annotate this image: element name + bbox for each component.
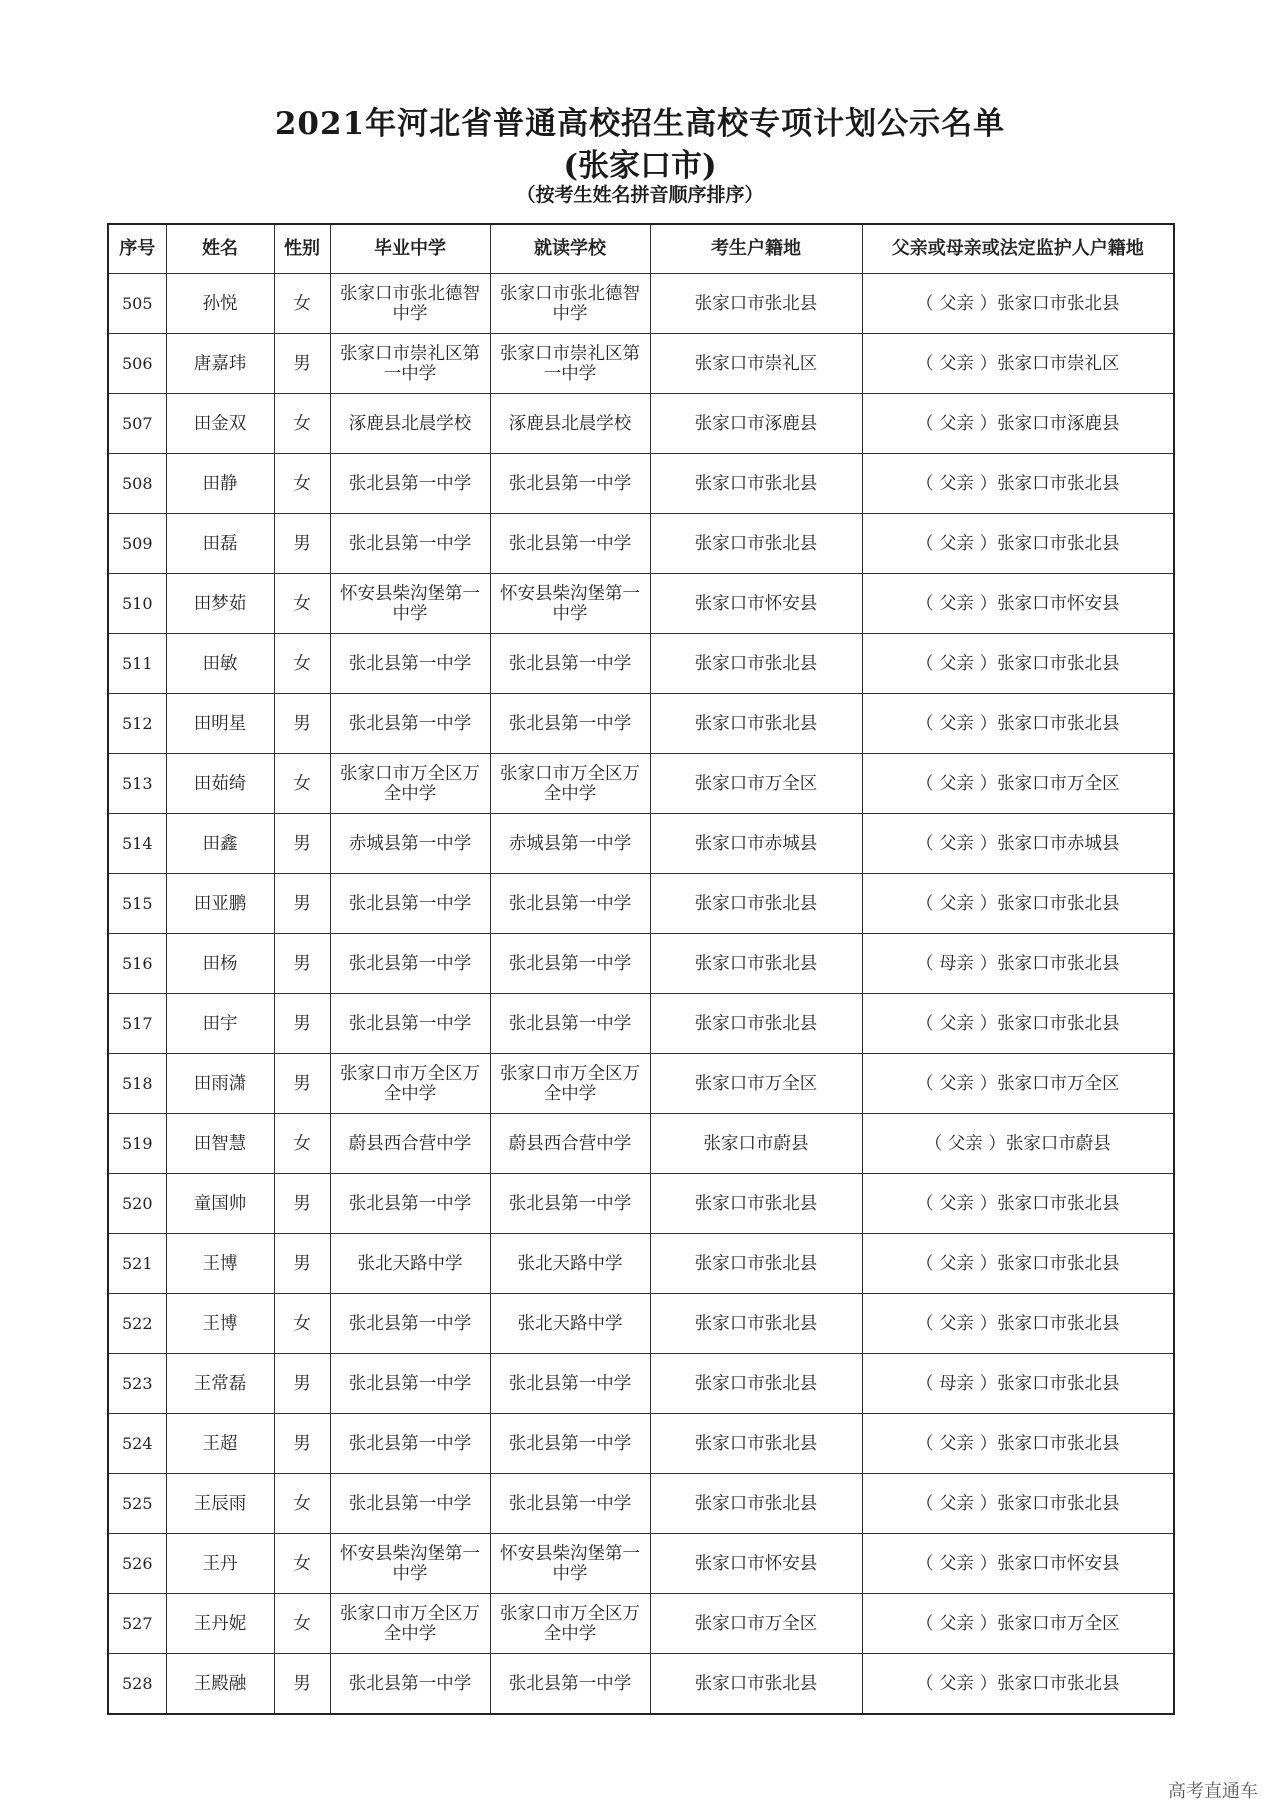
cell-household-registration: 张家口市张北县	[650, 1294, 862, 1354]
page-sort-note: （按考生姓名拼音顺序排序）	[516, 184, 764, 206]
cell-seq: 528	[108, 1654, 166, 1715]
cell-current-school: 张北县第一中学	[490, 1474, 650, 1534]
cell-gender: 女	[274, 1534, 330, 1594]
cell-current-school: 张北县第一中学	[490, 1414, 650, 1474]
cell-name: 王丹妮	[166, 1594, 274, 1654]
cell-seq: 507	[108, 394, 166, 454]
cell-current-school: 张北天路中学	[490, 1234, 650, 1294]
cell-current-school: 涿鹿县北晨学校	[490, 394, 650, 454]
cell-gender: 男	[274, 994, 330, 1054]
cell-seq: 506	[108, 334, 166, 394]
cell-name: 王殿融	[166, 1654, 274, 1715]
table-row	[108, 1294, 1174, 1354]
header-graduated-school: 毕业中学	[330, 224, 490, 274]
table-row	[108, 334, 1174, 394]
table-row	[108, 1354, 1174, 1414]
cell-current-school: 张北县第一中学	[490, 994, 650, 1054]
cell-gender: 男	[274, 874, 330, 934]
cell-current-school: 张北县第一中学	[490, 1354, 650, 1414]
cell-seq: 512	[108, 694, 166, 754]
cell-guardian-registration: （ 父亲 ）张家口市张北县	[862, 274, 1174, 334]
cell-gender: 男	[274, 1354, 330, 1414]
cell-household-registration: 张家口市万全区	[650, 754, 862, 814]
cell-household-registration: 张家口市怀安县	[650, 574, 862, 634]
cell-graduated-school: 张家口市崇礼区第一中学	[330, 334, 490, 394]
cell-gender: 男	[274, 514, 330, 574]
cell-graduated-school: 张北县第一中学	[330, 934, 490, 994]
table-row	[108, 994, 1174, 1054]
cell-graduated-school: 张北县第一中学	[330, 874, 490, 934]
cell-guardian-registration: （ 父亲 ）张家口市张北县	[862, 1474, 1174, 1534]
cell-graduated-school: 张北县第一中学	[330, 514, 490, 574]
cell-name: 王丹	[166, 1534, 274, 1594]
cell-gender: 男	[274, 1054, 330, 1114]
table-row	[108, 514, 1174, 574]
cell-gender: 男	[274, 1234, 330, 1294]
cell-current-school: 张北天路中学	[490, 1294, 650, 1354]
cell-household-registration: 张家口市涿鹿县	[650, 394, 862, 454]
header-current-school: 就读学校	[490, 224, 650, 274]
cell-seq: 514	[108, 814, 166, 874]
cell-guardian-registration: （ 母亲 ）张家口市张北县	[862, 934, 1174, 994]
roster-table	[107, 223, 1175, 1715]
cell-gender: 女	[274, 1114, 330, 1174]
cell-graduated-school: 张北县第一中学	[330, 454, 490, 514]
table-row	[108, 1054, 1174, 1114]
cell-household-registration: 张家口市张北县	[650, 1354, 862, 1414]
page-title: 2021年河北省普通高校招生高校专项计划公示名单	[274, 106, 1006, 142]
cell-gender: 男	[274, 934, 330, 994]
table-row	[108, 934, 1174, 994]
cell-graduated-school: 蔚县西合营中学	[330, 1114, 490, 1174]
cell-guardian-registration: （ 父亲 ）张家口市张北县	[862, 874, 1174, 934]
cell-seq: 510	[108, 574, 166, 634]
table-row	[108, 1114, 1174, 1174]
header-seq: 序号	[108, 224, 166, 274]
cell-name: 田金双	[166, 394, 274, 454]
cell-seq: 513	[108, 754, 166, 814]
cell-gender: 女	[274, 754, 330, 814]
cell-household-registration: 张家口市张北县	[650, 694, 862, 754]
cell-gender: 女	[274, 274, 330, 334]
cell-guardian-registration: （ 父亲 ）张家口市崇礼区	[862, 334, 1174, 394]
cell-graduated-school: 张家口市万全区万全中学	[330, 1594, 490, 1654]
cell-seq: 526	[108, 1534, 166, 1594]
cell-household-registration: 张家口市蔚县	[650, 1114, 862, 1174]
header-name: 姓名	[166, 224, 274, 274]
cell-gender: 女	[274, 454, 330, 514]
cell-name: 田茹绮	[166, 754, 274, 814]
table-row	[108, 1414, 1174, 1474]
cell-seq: 520	[108, 1174, 166, 1234]
cell-graduated-school: 张北县第一中学	[330, 1174, 490, 1234]
cell-graduated-school: 张家口市万全区万全中学	[330, 1054, 490, 1114]
cell-name: 田雨潇	[166, 1054, 274, 1114]
cell-gender: 女	[274, 1474, 330, 1534]
cell-seq: 524	[108, 1414, 166, 1474]
cell-guardian-registration: （ 父亲 ）张家口市张北县	[862, 994, 1174, 1054]
cell-guardian-registration: （ 父亲 ）张家口市赤城县	[862, 814, 1174, 874]
cell-guardian-registration: （ 父亲 ）张家口市万全区	[862, 754, 1174, 814]
cell-gender: 女	[274, 634, 330, 694]
cell-guardian-registration: （ 母亲 ）张家口市张北县	[862, 1354, 1174, 1414]
cell-guardian-registration: （ 父亲 ）张家口市怀安县	[862, 574, 1174, 634]
cell-household-registration: 张家口市张北县	[650, 634, 862, 694]
cell-graduated-school: 张北县第一中学	[330, 1474, 490, 1534]
cell-gender: 男	[274, 1414, 330, 1474]
cell-gender: 男	[274, 1654, 330, 1715]
cell-graduated-school: 张北县第一中学	[330, 694, 490, 754]
cell-name: 田静	[166, 454, 274, 514]
cell-gender: 女	[274, 1294, 330, 1354]
cell-name: 田杨	[166, 934, 274, 994]
cell-graduated-school: 张北县第一中学	[330, 1414, 490, 1474]
cell-name: 孙悦	[166, 274, 274, 334]
cell-graduated-school: 涿鹿县北晨学校	[330, 394, 490, 454]
cell-name: 田宇	[166, 994, 274, 1054]
cell-graduated-school: 怀安县柴沟堡第一中学	[330, 574, 490, 634]
cell-seq: 519	[108, 1114, 166, 1174]
cell-graduated-school: 张家口市万全区万全中学	[330, 754, 490, 814]
cell-household-registration: 张家口市张北县	[650, 514, 862, 574]
cell-guardian-registration: （ 父亲 ）张家口市张北县	[862, 514, 1174, 574]
cell-household-registration: 张家口市万全区	[650, 1594, 862, 1654]
cell-guardian-registration: （ 父亲 ）张家口市张北县	[862, 1174, 1174, 1234]
cell-name: 田磊	[166, 514, 274, 574]
cell-current-school: 张北县第一中学	[490, 1654, 650, 1715]
cell-seq: 509	[108, 514, 166, 574]
cell-name: 田亚鹏	[166, 874, 274, 934]
cell-seq: 505	[108, 274, 166, 334]
cell-household-registration: 张家口市万全区	[650, 1054, 862, 1114]
cell-current-school: 赤城县第一中学	[490, 814, 650, 874]
table-body	[108, 274, 1174, 1715]
cell-name: 王超	[166, 1414, 274, 1474]
table-row	[108, 1594, 1174, 1654]
header-guardian-registration: 父亲或母亲或法定监护人户籍地	[862, 224, 1174, 274]
table-row	[108, 394, 1174, 454]
cell-name: 田鑫	[166, 814, 274, 874]
cell-graduated-school: 张北县第一中学	[330, 1354, 490, 1414]
table-row	[108, 274, 1174, 334]
cell-current-school: 张家口市张北德智中学	[490, 274, 650, 334]
cell-current-school: 张家口市万全区万全中学	[490, 1594, 650, 1654]
cell-guardian-registration: （ 父亲 ）张家口市张北县	[862, 1654, 1174, 1715]
cell-guardian-registration: （ 父亲 ）张家口市张北县	[862, 634, 1174, 694]
cell-graduated-school: 张北县第一中学	[330, 1294, 490, 1354]
cell-gender: 男	[274, 814, 330, 874]
cell-name: 田智慧	[166, 1114, 274, 1174]
cell-gender: 女	[274, 574, 330, 634]
cell-guardian-registration: （ 父亲 ）张家口市张北县	[862, 1414, 1174, 1474]
cell-seq: 522	[108, 1294, 166, 1354]
cell-name: 王博	[166, 1294, 274, 1354]
cell-name: 田明星	[166, 694, 274, 754]
cell-household-registration: 张家口市张北县	[650, 274, 862, 334]
cell-name: 田梦茹	[166, 574, 274, 634]
cell-seq: 527	[108, 1594, 166, 1654]
cell-guardian-registration: （ 父亲 ）张家口市张北县	[862, 694, 1174, 754]
table-row	[108, 694, 1174, 754]
cell-seq: 521	[108, 1234, 166, 1294]
cell-current-school: 张北县第一中学	[490, 934, 650, 994]
cell-graduated-school: 张北县第一中学	[330, 1654, 490, 1715]
cell-guardian-registration: （ 父亲 ）张家口市万全区	[862, 1594, 1174, 1654]
cell-current-school: 张家口市万全区万全中学	[490, 754, 650, 814]
cell-name: 王辰雨	[166, 1474, 274, 1534]
cell-seq: 508	[108, 454, 166, 514]
cell-household-registration: 张家口市张北县	[650, 1474, 862, 1534]
header-household-registration: 考生户籍地	[650, 224, 862, 274]
cell-current-school: 张北县第一中学	[490, 454, 650, 514]
cell-guardian-registration: （ 父亲 ）张家口市张北县	[862, 454, 1174, 514]
header-gender: 性别	[274, 224, 330, 274]
cell-seq: 516	[108, 934, 166, 994]
table-row	[108, 1234, 1174, 1294]
cell-household-registration: 张家口市怀安县	[650, 1534, 862, 1594]
cell-household-registration: 张家口市张北县	[650, 1234, 862, 1294]
table-row	[108, 574, 1174, 634]
table-row	[108, 634, 1174, 694]
cell-graduated-school: 张北县第一中学	[330, 994, 490, 1054]
cell-guardian-registration: （ 父亲 ）张家口市涿鹿县	[862, 394, 1174, 454]
cell-household-registration: 张家口市张北县	[650, 874, 862, 934]
cell-name: 王常磊	[166, 1354, 274, 1414]
table-row	[108, 754, 1174, 814]
cell-gender: 男	[274, 694, 330, 754]
cell-name: 田敏	[166, 634, 274, 694]
cell-seq: 523	[108, 1354, 166, 1414]
cell-name: 唐嘉玮	[166, 334, 274, 394]
cell-gender: 男	[274, 334, 330, 394]
cell-current-school: 怀安县柴沟堡第一中学	[490, 1534, 650, 1594]
cell-graduated-school: 张北县第一中学	[330, 634, 490, 694]
cell-gender: 男	[274, 1174, 330, 1234]
cell-seq: 518	[108, 1054, 166, 1114]
cell-household-registration: 张家口市崇礼区	[650, 334, 862, 394]
table-row	[108, 1174, 1174, 1234]
cell-current-school: 张北县第一中学	[490, 874, 650, 934]
table-row	[108, 1534, 1174, 1594]
cell-name: 王博	[166, 1234, 274, 1294]
cell-household-registration: 张家口市张北县	[650, 454, 862, 514]
cell-graduated-school: 赤城县第一中学	[330, 814, 490, 874]
cell-current-school: 张家口市崇礼区第一中学	[490, 334, 650, 394]
cell-seq: 517	[108, 994, 166, 1054]
cell-guardian-registration: （ 父亲 ）张家口市怀安县	[862, 1534, 1174, 1594]
table-row	[108, 1474, 1174, 1534]
cell-seq: 511	[108, 634, 166, 694]
cell-current-school: 张北县第一中学	[490, 694, 650, 754]
page-subtitle-city: (张家口市)	[563, 148, 717, 184]
cell-household-registration: 张家口市张北县	[650, 1414, 862, 1474]
cell-current-school: 怀安县柴沟堡第一中学	[490, 574, 650, 634]
table-row	[108, 874, 1174, 934]
cell-current-school: 张北县第一中学	[490, 634, 650, 694]
cell-seq: 515	[108, 874, 166, 934]
watermark: 高考直通车	[1168, 1781, 1258, 1802]
cell-current-school: 张北县第一中学	[490, 1174, 650, 1234]
cell-current-school: 张北县第一中学	[490, 514, 650, 574]
cell-current-school: 蔚县西合营中学	[490, 1114, 650, 1174]
cell-guardian-registration: （ 父亲 ）张家口市万全区	[862, 1054, 1174, 1114]
cell-gender: 女	[274, 394, 330, 454]
cell-current-school: 张家口市万全区万全中学	[490, 1054, 650, 1114]
cell-seq: 525	[108, 1474, 166, 1534]
cell-guardian-registration: （ 父亲 ）张家口市蔚县	[862, 1114, 1174, 1174]
table-row	[108, 454, 1174, 514]
cell-household-registration: 张家口市张北县	[650, 934, 862, 994]
cell-household-registration: 张家口市张北县	[650, 1174, 862, 1234]
table-row	[108, 1654, 1174, 1715]
cell-guardian-registration: （ 父亲 ）张家口市张北县	[862, 1294, 1174, 1354]
cell-household-registration: 张家口市赤城县	[650, 814, 862, 874]
table-header-row	[108, 224, 1174, 274]
cell-graduated-school: 怀安县柴沟堡第一中学	[330, 1534, 490, 1594]
cell-gender: 女	[274, 1594, 330, 1654]
cell-household-registration: 张家口市张北县	[650, 994, 862, 1054]
cell-guardian-registration: （ 父亲 ）张家口市张北县	[862, 1234, 1174, 1294]
cell-name: 童国帅	[166, 1174, 274, 1234]
table-row	[108, 814, 1174, 874]
cell-graduated-school: 张家口市张北德智中学	[330, 274, 490, 334]
cell-household-registration: 张家口市张北县	[650, 1654, 862, 1715]
cell-graduated-school: 张北天路中学	[330, 1234, 490, 1294]
